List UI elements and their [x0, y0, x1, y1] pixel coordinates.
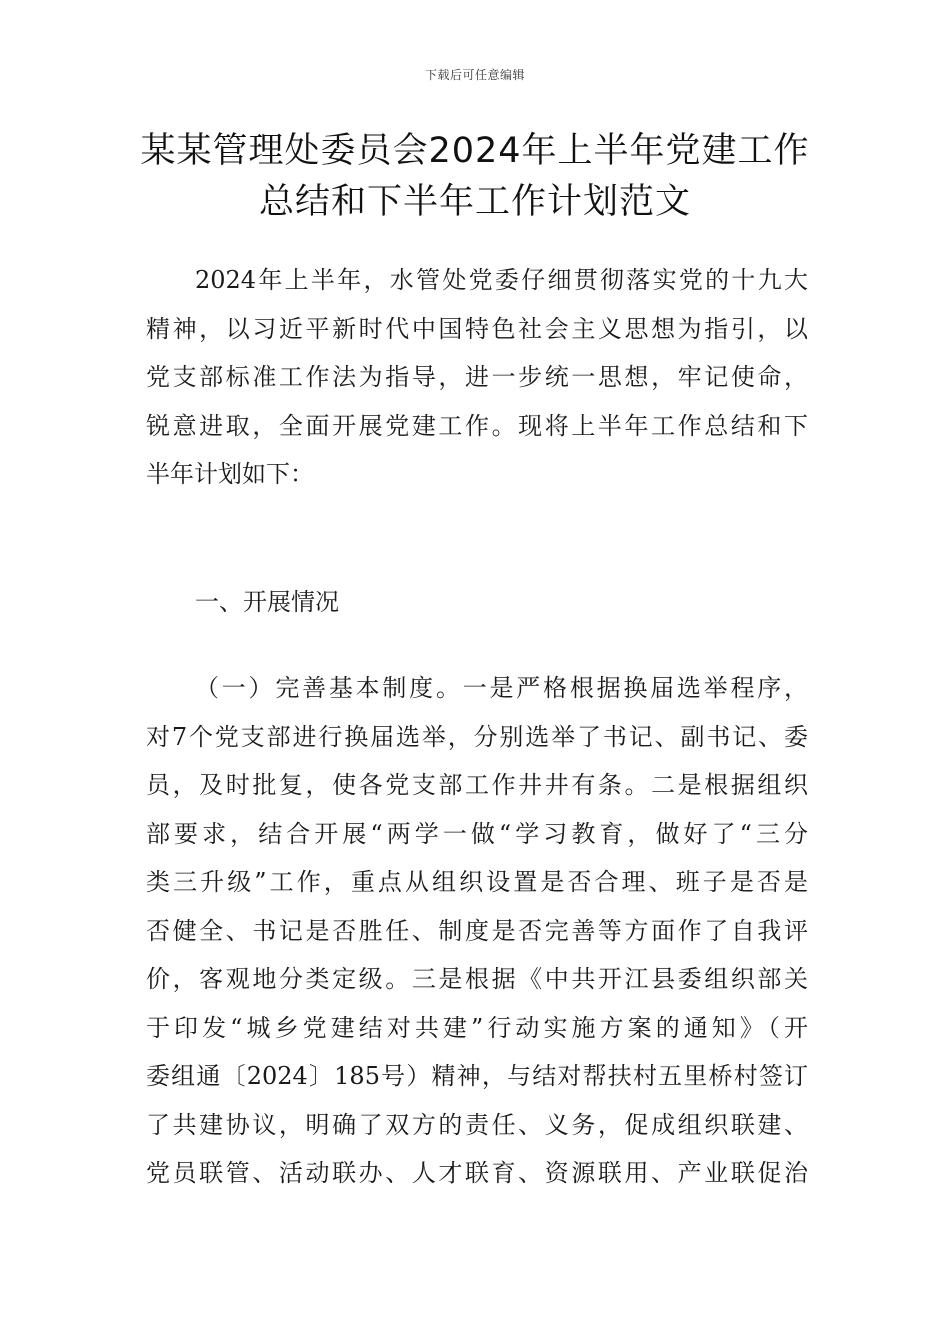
paragraph-line: 锐意进取，全面开展党建工作。现将上半年工作总结和下 — [146, 411, 808, 440]
paragraph-line: 于印发“城乡党建结对共建”行动实施方案的通知》（开 — [146, 1013, 808, 1042]
section-heading — [146, 578, 808, 627]
paragraph-line: 半年计划如下： — [146, 460, 314, 488]
intro-paragraph — [146, 256, 808, 499]
paragraph-line: 对7个党支部进行换届选举，分别选举了书记、副书记、委 — [146, 722, 808, 751]
title-line: 总结和下半年工作计划范文 — [258, 182, 691, 222]
paragraph-line: （一）完善基本制度。一是严格根据换届选举程序， — [195, 674, 808, 702]
paragraph-line: 否健全、书记是否胜任、制度是否完善等方面作了自我评 — [146, 916, 808, 945]
paragraph-line: 党员联管、活动联办、人才联育、资源联用、产业联促治 — [146, 1159, 808, 1187]
paragraph-line: 精神，以习近平新时代中国特色社会主义思想为指引，以 — [146, 314, 808, 343]
paragraph-line: 价，客观地分类定级。三是根据《中共开江县委组织部关 — [146, 965, 808, 993]
paragraph-line: 党支部标准工作法为指导，进一步统一思想，牢记使命， — [146, 363, 808, 391]
paragraph-line: 部要求，结合开展“两学一做“学习教育，做好了“三分 — [146, 819, 808, 848]
body-paragraph — [146, 664, 808, 1198]
header-note: 下载后可任意编辑 — [424, 68, 525, 82]
document-title — [120, 126, 830, 228]
paragraph-line: 委组通〔2024〕185号）精神，与结对帮扶村五里桥村签订 — [146, 1062, 808, 1090]
paragraph-line: 类三升级”工作，重点从组织设置是否合理、班子是否是 — [146, 868, 808, 896]
paragraph-line: 员，及时批复，使各党支部工作井井有条。二是根据组织 — [146, 771, 808, 799]
title-line: 某某管理处委员会2024年上半年党建工作 — [140, 131, 810, 171]
section-heading-text: 一、开展情况 — [195, 588, 339, 616]
paragraph-line: 2024年上半年，水管处党委仔细贯彻落实党的十九大 — [195, 266, 808, 294]
paragraph-line: 了共建协议，明确了双方的责任、义务，促成组织联建、 — [146, 1110, 808, 1139]
